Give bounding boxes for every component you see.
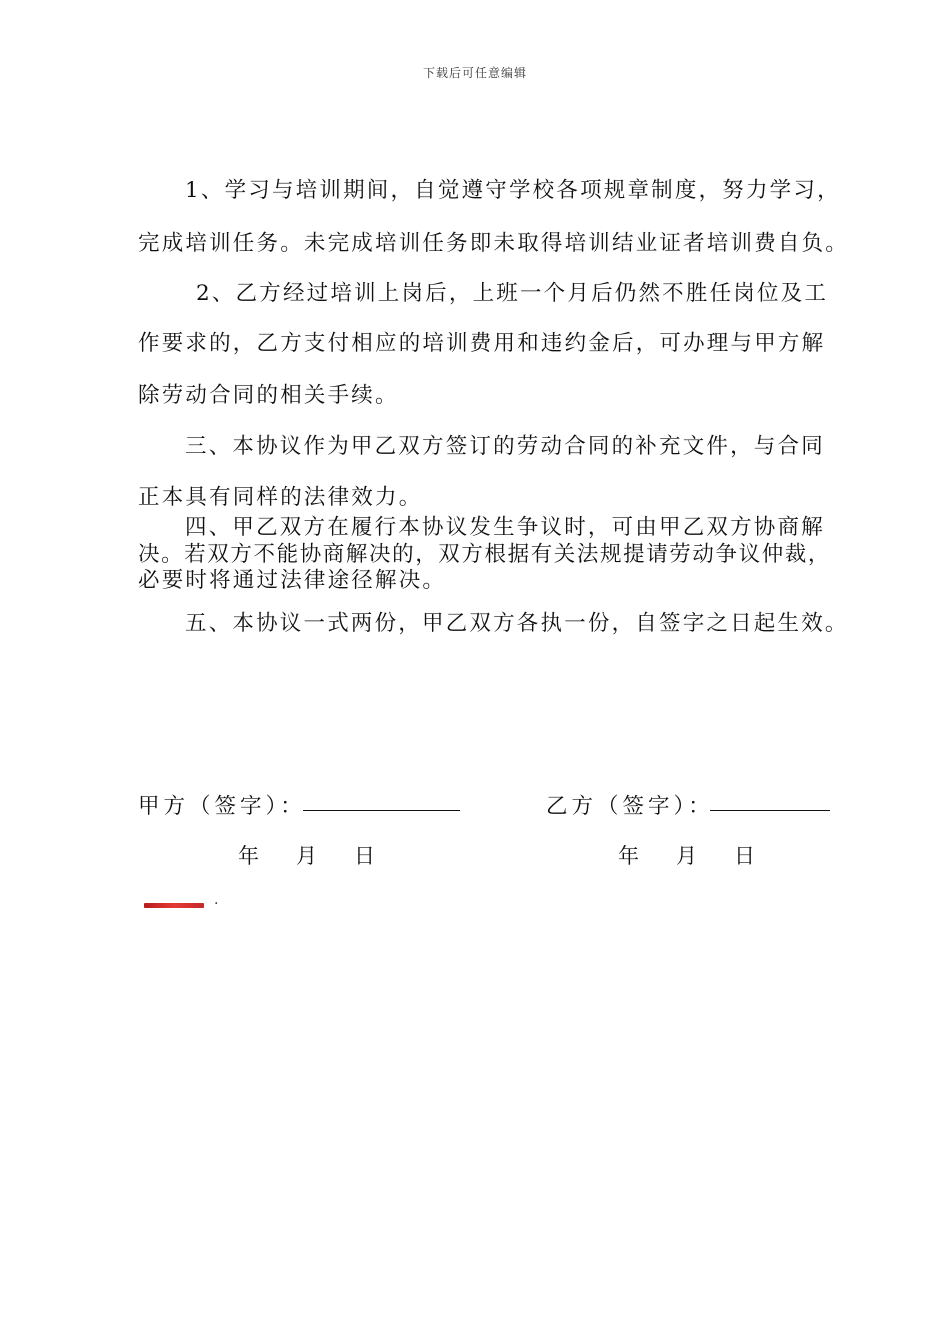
paragraph-1-line-1: 1、学习与培训期间，自觉遵守学校各项规章制度，努力学习， — [185, 178, 841, 203]
party-b-date-month: 月 — [676, 844, 697, 868]
party-a-date — [238, 840, 375, 870]
paragraph-4-line-3: 必要时将通过法律途径解决。 — [138, 568, 447, 593]
paragraph-2-line-2: 作要求的，乙方支付相应的培训费用和违约金后，可办理与甲方解 — [138, 331, 826, 356]
party-b-signature-label: 乙方（签字）： — [546, 794, 714, 819]
paragraph-2-line-1: 2、乙方经过培训上岗后，上班一个月后仍然不胜任岗位及工 — [196, 281, 829, 306]
paragraph-4-line-2: 决。若双方不能协商解决的，双方根据有关法规提请劳动争议仲裁， — [138, 542, 832, 567]
party-b-date-year: 年 — [618, 844, 639, 868]
party-a-date-year: 年 — [238, 844, 259, 868]
party-a-signature-line[interactable] — [303, 810, 460, 811]
paragraph-3-line-2: 正本具有同样的法律效力。 — [138, 485, 423, 510]
party-a-date-month: 月 — [296, 844, 317, 868]
paragraph-4-line-1: 四、甲乙双方在履行本协议发生争议时，可由甲乙双方协商解 — [185, 515, 825, 540]
paragraph-2-line-3: 除劳动合同的相关手续。 — [138, 383, 399, 408]
paragraph-3-line-1: 三、本协议作为甲乙双方签订的劳动合同的补充文件，与合同 — [185, 434, 825, 459]
page-header: 下载后可任意编辑 — [422, 66, 527, 80]
paragraph-1-line-2: 完成培训任务。未完成培训任务即未取得培训结业证者培训费自负。 — [138, 231, 850, 256]
party-a-date-day: 日 — [354, 844, 375, 868]
party-b-signature-line[interactable] — [710, 810, 830, 811]
footer-dot: . — [214, 892, 219, 908]
red-decorative-bar — [144, 903, 204, 908]
paragraph-5-line-1: 五、本协议一式两份，甲乙双方各执一份，自签字之日起生效。 — [185, 611, 849, 636]
party-a-signature-label: 甲方（签字）： — [138, 794, 306, 819]
party-b-date-day: 日 — [734, 844, 755, 868]
party-b-date — [618, 840, 755, 870]
